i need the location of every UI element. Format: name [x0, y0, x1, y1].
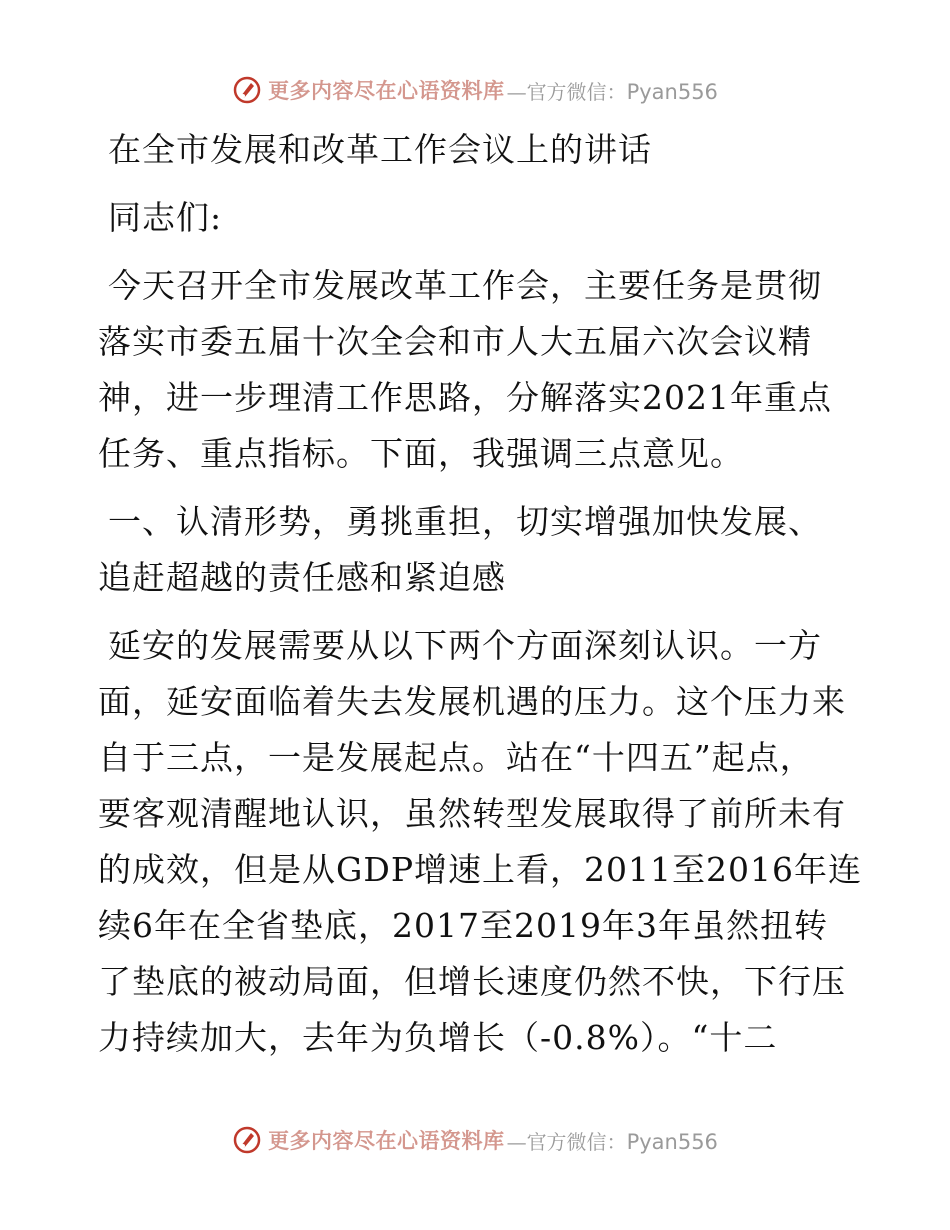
pen-nib-logo-icon — [232, 1125, 262, 1155]
watermark-separator: —官方微信： — [506, 1129, 627, 1154]
paragraph-2-line: 延安的发展需要从以下两个方面深刻认识。一方 — [108, 626, 822, 665]
paragraph-2-line: 了垫底的被动局面，但增长速度仍然不快，下行压 — [98, 962, 846, 1001]
section-heading-line: 追赶超越的责任感和紧迫感 — [98, 558, 506, 597]
paragraph-1-line: 今天召开全市发展改革工作会，主要任务是贯彻 — [108, 266, 822, 305]
pen-nib-logo-icon — [232, 75, 262, 105]
paragraph-2-line: 续6年在全省垫底，2017至2019年3年虽然扭转 — [98, 906, 828, 945]
document-body — [98, 122, 862, 1066]
watermark-brand-text: 更多内容尽在心语资料库 — [268, 78, 505, 103]
watermark-separator: —官方微信： — [506, 79, 627, 104]
paragraph-2-line: 的成效，但是从GDP增速上看，2011至2016年连 — [98, 850, 862, 889]
watermark-contact — [507, 1126, 718, 1155]
paragraph-2-line: 面，延安面临着失去发展机遇的压力。这个压力来 — [98, 682, 846, 721]
watermark-contact — [507, 76, 718, 105]
watermark-wechat-id: Pyan556 — [626, 79, 718, 104]
footer-watermark — [0, 1120, 950, 1160]
paragraph-2-line: 力持续加大，去年为负增长（-0.8%）。“十二 — [98, 1018, 778, 1057]
paragraph-1-line: 神，进一步理清工作思路，分解落实2021年重点 — [98, 378, 832, 417]
paragraph-2-line: 自于三点，一是发展起点。站在“十四五”起点， — [98, 738, 814, 777]
paragraph-1-line: 任务、重点指标。下面，我强调三点意见。 — [98, 434, 744, 473]
paragraph-1-line: 落实市委五届十次全会和市人大五届六次会议精 — [98, 322, 812, 361]
salutation: 同志们: — [108, 198, 223, 237]
watermark-brand-text: 更多内容尽在心语资料库 — [268, 1128, 505, 1153]
document-title: 在全市发展和改革工作会议上的讲话 — [108, 130, 652, 169]
section-heading-line: 一、认清形势，勇挑重担，切实增强加快发展、 — [108, 502, 822, 541]
watermark-wechat-id: Pyan556 — [626, 1129, 718, 1154]
header-watermark — [0, 70, 950, 110]
paragraph-2-line: 要客观清醒地认识，虽然转型发展取得了前所未有 — [98, 794, 846, 833]
